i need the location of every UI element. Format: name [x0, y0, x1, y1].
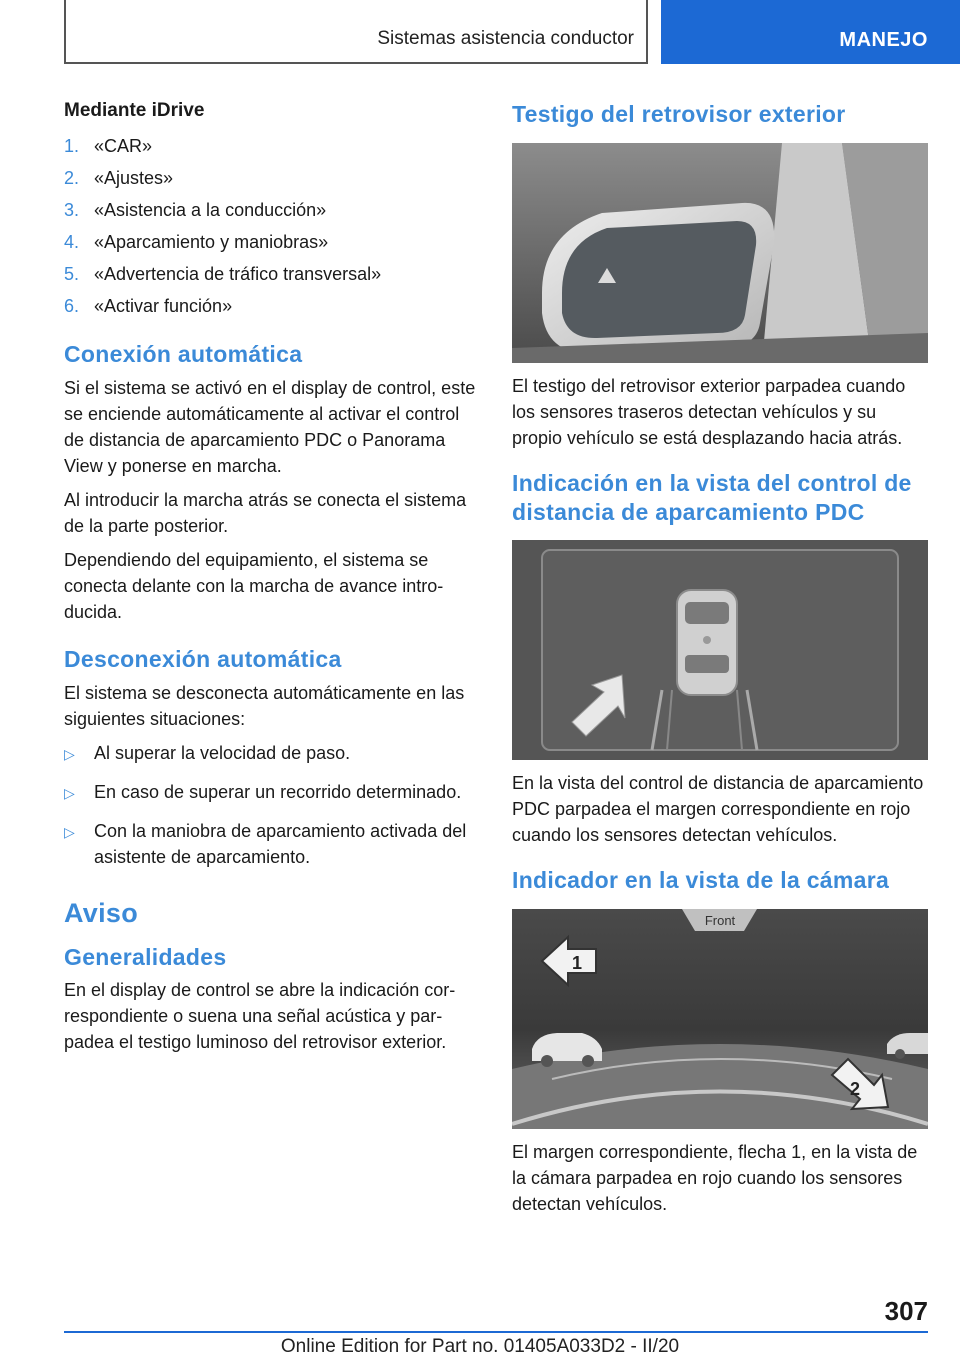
auto-on-paragraph-2: Al introducir la marcha atrás se conecta el sistema de la parte posterior.	[64, 489, 467, 536]
auto-off-list	[64, 740, 476, 870]
arrow-1-label: 1	[572, 953, 583, 973]
mirror-paragraph: El testigo del retrovisor exterior parpadea cuando los sensores traseros detectan vehículos y su propio vehículo se está desplazando hacia atrás.	[512, 375, 906, 448]
section-title-text: Sistemas asistencia conductor	[377, 28, 634, 49]
list-item	[64, 740, 476, 767]
step-number: 1.	[64, 135, 80, 156]
edition-footer: Online Edition for Part no. 01405A033D2 - II/20	[280, 1336, 680, 1357]
step-number: 2.	[64, 167, 80, 188]
auto-off-heading: Desconexión automática	[64, 645, 342, 672]
pdc-view-image	[512, 540, 928, 760]
auto-on-paragraph-3: Dependiendo del equipamiento, el sistema se conecta delante con la marcha de avance introducida.	[64, 549, 444, 622]
step-text: «Aparcamiento y maniobras»	[94, 231, 329, 252]
mirror-warning-image	[512, 143, 928, 363]
step-item	[64, 258, 476, 290]
triangle-bullet-icon: ▷	[64, 745, 75, 762]
general-heading: Generalidades	[64, 943, 227, 970]
triangle-bullet-icon: ▷	[64, 784, 75, 801]
arrow-2-label: 2	[850, 1079, 861, 1099]
list-item-text: Con la maniobra de aparcamiento activada del asistente de aparcamiento.	[94, 820, 467, 867]
header-section-title	[64, 0, 648, 64]
step-item	[64, 290, 476, 322]
pdc-paragraph: En la vista del control de distancia de aparcamiento PDC parpadea el margen correspondiente en rojo cuando los sensores detectan vehículos.	[512, 773, 924, 846]
step-item	[64, 130, 476, 162]
idrive-steps	[64, 130, 476, 322]
step-text: «Advertencia de tráfico transversal»	[94, 263, 382, 284]
aviso-heading: Aviso	[64, 897, 139, 928]
step-text: «Activar función»	[94, 295, 233, 316]
list-item	[64, 818, 476, 870]
idrive-heading: Mediante iDrive	[64, 100, 205, 121]
step-number: 3.	[64, 199, 80, 220]
footer-divider	[64, 1331, 928, 1333]
step-number: 6.	[64, 295, 80, 316]
mirror-heading: Testigo del retrovisor exterior	[512, 101, 846, 127]
auto-on-paragraph-1: Si el sistema se activó en el display de control, este se enciende automáticamente al activar el control de distancia de aparcamiento PDC o Panorama View y ponerse en marcha.	[64, 377, 476, 476]
step-number: 5.	[64, 263, 80, 284]
step-item	[64, 194, 476, 226]
list-item-text: En caso de superar un recorrido determinado.	[94, 781, 462, 802]
step-text: «CAR»	[94, 135, 153, 156]
car-top-view-icon	[677, 590, 737, 695]
auto-off-paragraph: El sistema se desconecta automáticamente en las siguientes situaciones:	[64, 682, 465, 729]
camera-view-image	[512, 909, 928, 1129]
left-column	[64, 100, 476, 1063]
step-text: «Asistencia a la conducción»	[94, 199, 327, 220]
triangle-bullet-icon: ▷	[64, 823, 75, 840]
list-item	[64, 779, 476, 806]
step-text: «Ajustes»	[94, 167, 174, 188]
chapter-title-text: MANEJO	[839, 29, 928, 51]
auto-on-heading: Conexión automática	[64, 341, 303, 367]
camera-heading: Indicador en la vista de la cámara	[512, 867, 890, 894]
pdc-heading: Indicación en la vista del control de distancia de aparcamiento PDC	[512, 469, 912, 525]
step-number: 4.	[64, 231, 80, 252]
header-chapter-tab	[661, 0, 960, 64]
step-item	[64, 162, 476, 194]
right-column	[512, 100, 928, 1225]
list-item-text: Al superar la velocidad de paso.	[94, 742, 351, 763]
camera-front-label: Front	[704, 913, 736, 928]
general-paragraph: En el display de control se abre la indicación correspondiente o suena una señal acústica y parpadea el testigo luminoso del retrovisor exterior.	[64, 980, 456, 1053]
step-item	[64, 226, 476, 258]
camera-paragraph: El margen correspondiente, flecha 1, en la vista de la cámara parpadea en rojo cuando los sensores detectan vehículos.	[512, 1142, 918, 1214]
page-number: 307	[884, 1296, 928, 1326]
